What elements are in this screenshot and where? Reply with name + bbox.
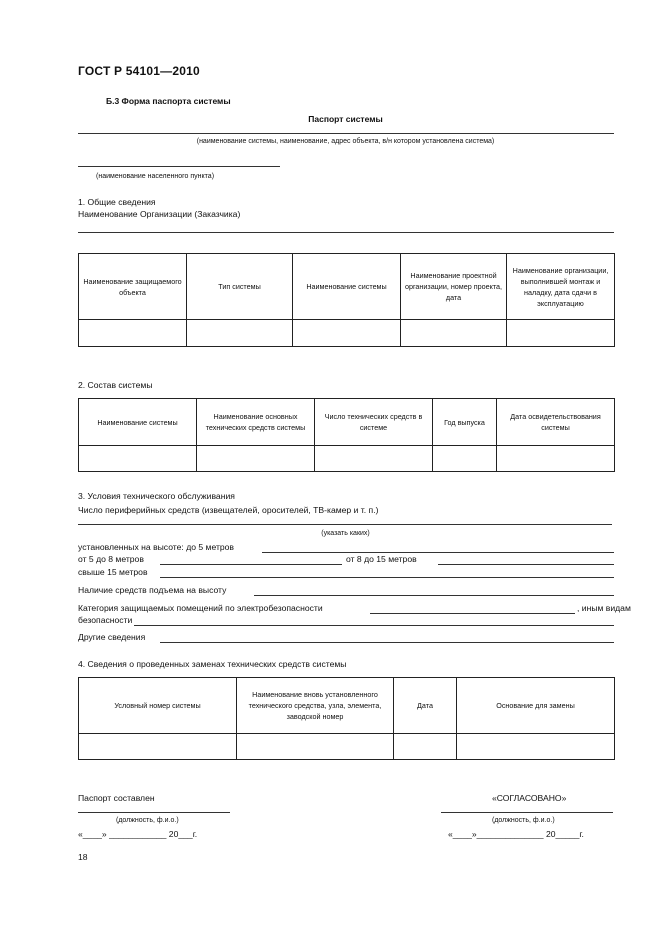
org-line[interactable] <box>78 232 614 233</box>
date-right[interactable]: «____»______________ 20_____г. <box>448 829 584 839</box>
range2-line[interactable] <box>438 564 614 565</box>
agreed-label: «СОГЛАСОВАНО» <box>492 793 567 803</box>
date-left[interactable]: «____» ____________ 20___г. <box>78 829 198 839</box>
table-cell[interactable] <box>187 320 293 347</box>
table-cell[interactable] <box>237 734 394 760</box>
height-label: установленных на высоте: до 5 метров <box>78 542 235 552</box>
range1-label: от 5 до 8 метров <box>78 554 144 564</box>
table-header-cell: Наименование вновь установленного технического средства, узла, элемента, заводской номер <box>237 678 394 734</box>
composition-table <box>78 398 615 472</box>
table-cell[interactable] <box>433 446 497 472</box>
table-header-cell: Число технических средств в системе <box>315 399 433 446</box>
peripheral-label: Число периферийных средств (извещателей, оросителей, ТВ-камер и т. п.) <box>78 505 379 515</box>
form-title: Паспорт системы <box>308 114 383 124</box>
table-cell[interactable] <box>293 320 401 347</box>
table-header-cell: Наименование защищаемого объекта <box>79 254 187 320</box>
other-hazards-label: , иным видам <box>577 603 631 613</box>
section1-title: 1. Общие сведения <box>78 197 156 207</box>
range3-label: свыше 15 метров <box>78 567 148 577</box>
table-header-cell: Тип системы <box>187 254 293 320</box>
table-cell[interactable] <box>497 446 615 472</box>
lifting-line[interactable] <box>254 595 614 596</box>
range1-line[interactable] <box>160 564 342 565</box>
table-cell[interactable] <box>79 734 237 760</box>
compiled-label: Паспорт составлен <box>78 793 155 803</box>
height-5m-line[interactable] <box>262 552 614 553</box>
table-header-cell: Дата освидетельствования системы <box>497 399 615 446</box>
peripheral-line[interactable] <box>78 524 612 525</box>
category-label: Категория защищаемых помещений по электробезопасности <box>78 603 323 613</box>
safety-label: безопасности <box>78 615 133 625</box>
appendix-heading: Б.3 Форма паспорта системы <box>106 96 231 106</box>
table-cell[interactable] <box>79 446 197 472</box>
range3-line[interactable] <box>160 577 614 578</box>
section2-title: 2. Состав системы <box>78 380 153 390</box>
table-cell[interactable] <box>394 734 457 760</box>
range2-label: от 8 до 15 метров <box>346 554 417 564</box>
page-number: 18 <box>78 852 88 862</box>
other-info-line[interactable] <box>160 642 614 643</box>
system-caption: (наименование системы, наименование, адрес объекта, в/н котором установлена система) <box>196 138 495 145</box>
other-info-label: Другие сведения <box>78 632 146 642</box>
table-header-cell: Наименование организации, выполнившей монтаж и наладку, дата сдачи в эксплуатацию <box>507 254 615 320</box>
table-header-cell: Наименование системы <box>79 399 197 446</box>
compiled-signature-line[interactable] <box>78 812 230 813</box>
table-header-cell: Наименование системы <box>293 254 401 320</box>
table-header-cell: Год выпуска <box>433 399 497 446</box>
specify-caption: (указать каких) <box>321 530 370 537</box>
general-info-table <box>78 253 615 347</box>
table-header-cell: Условный номер системы <box>79 678 237 734</box>
org-label: Наименование Организации (Заказчика) <box>78 209 241 219</box>
table-cell[interactable] <box>197 446 315 472</box>
table-cell[interactable] <box>315 446 433 472</box>
table-cell[interactable] <box>79 320 187 347</box>
document-header: ГОСТ Р 54101—2010 <box>78 64 200 78</box>
table-cell[interactable] <box>507 320 615 347</box>
system-name-line[interactable] <box>78 133 614 134</box>
table-header-cell: Дата <box>394 678 457 734</box>
lifting-label: Наличие средств подъема на высоту <box>78 585 227 595</box>
position-caption-left: (должность, ф.и.о.) <box>116 817 179 824</box>
table-header-cell: Наименование основных технических средств системы <box>197 399 315 446</box>
section4-title: 4. Сведения о проведенных заменах технических средств системы <box>78 659 347 669</box>
position-caption-right: (должность, ф.и.о.) <box>492 817 555 824</box>
safety-line[interactable] <box>134 625 614 626</box>
table-header-cell: Основание для замены <box>457 678 615 734</box>
section3-title: 3. Условия технического обслуживания <box>78 491 235 501</box>
replacements-table <box>78 677 615 760</box>
locality-line[interactable] <box>78 166 280 167</box>
category-line[interactable] <box>370 613 575 614</box>
locality-caption: (наименование населенного пункта) <box>96 173 215 180</box>
table-cell[interactable] <box>401 320 507 347</box>
table-header-cell: Наименование проектной организации, номер проекта, дата <box>401 254 507 320</box>
agreed-signature-line[interactable] <box>441 812 613 813</box>
table-cell[interactable] <box>457 734 615 760</box>
